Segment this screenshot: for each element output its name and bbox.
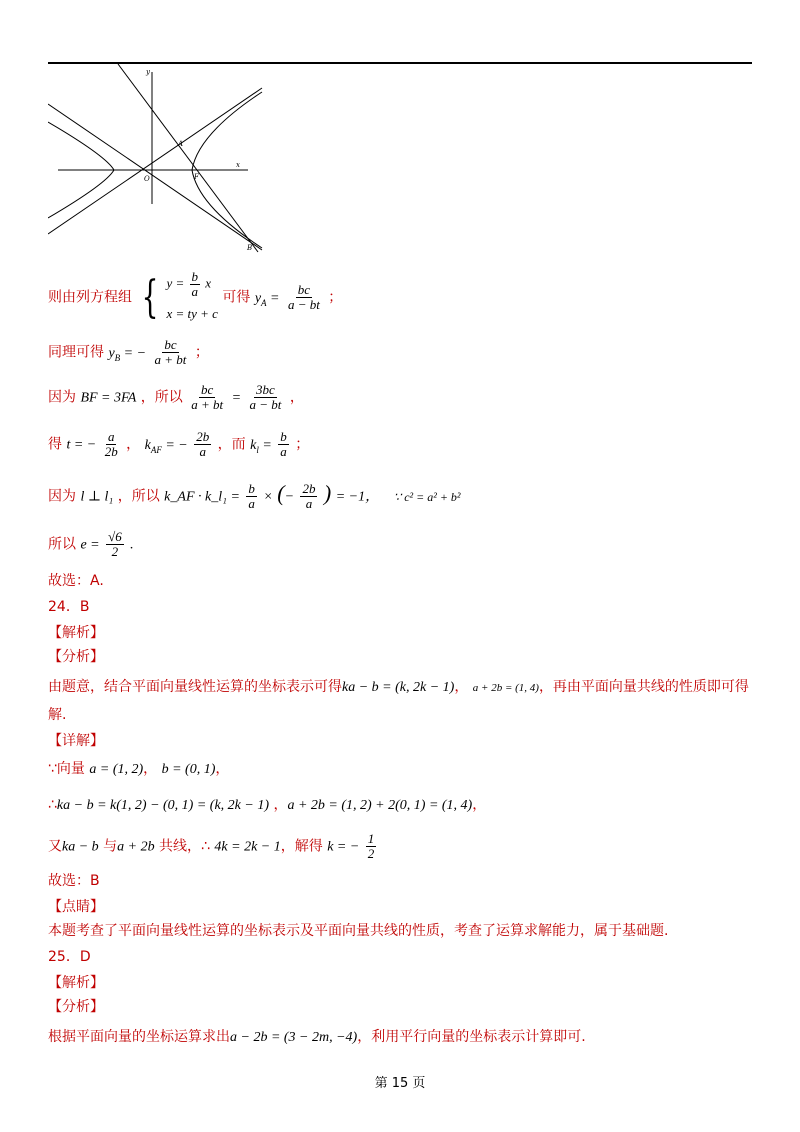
label-x: x xyxy=(236,161,240,169)
analysis-tag: 【解析】 xyxy=(48,625,104,641)
line-compute: ∴ka − b = k(1, 2) − (0, 1) = (k, 2k − 1) ，a + 2b = (1, 2) + 2(0, 1) = (1, 4)， xyxy=(48,797,487,813)
line-eccentricity: 所以 e = $\frac{√6}{2}$ . xyxy=(48,529,134,559)
hyperbola-figure xyxy=(48,64,268,254)
fenxi-tag: 【分析】 xyxy=(48,649,104,665)
comment-text: 本题考查了平面向量线性运算的坐标表示及平面向量共线的性质，考查了运算求解能力，属于基础题. xyxy=(48,923,669,939)
question-24-header: 24．B xyxy=(48,599,90,615)
equation-system: { y = $\frac{b}{a}$ x x = ty + c xyxy=(142,269,218,323)
line-vectors: ∵向量 a = (1, 2)， b = (0, 1)， xyxy=(48,761,230,777)
brace: { xyxy=(142,271,159,323)
answer-23: 故选：A. xyxy=(48,573,104,589)
label-B: B xyxy=(247,244,253,252)
analysis-tag-2: 【解析】 xyxy=(48,975,104,991)
text-jie: 解. xyxy=(48,707,67,723)
line-collinear: 又ka − b 与a + 2b 共线，∴ 4k = 2k − 1，解得 k = − $\frac{1}{2}$ xyxy=(48,831,375,861)
label-O: O xyxy=(144,175,150,183)
line-perpendicular: 因为 l ⊥ l₁ ，所以 k_AF · k_l₁ = $\frac{b}{a}$ × (− $\frac{2b}{a}$ ) = −1， ∵ c² = a² + b² xyxy=(48,480,461,511)
line-analysis: 由题意，结合平面向量线性运算的坐标表示可得ka − b = (k, 2k − 1)， a + 2b = (1, 4)，再由平面向量共线的性质即可得 xyxy=(48,679,749,695)
line-yB: 同理可得 $y_B$ = − $\frac{bc}{a + bt}$ ； xyxy=(48,337,209,367)
line-vector-ratio: 因为 BF = 3FA ，所以 $\frac{bc}{a + bt}$ = $\frac{3bc}{a - bt}$ ， xyxy=(48,382,304,412)
line-l xyxy=(118,64,258,252)
comment-tag: 【点睛】 xyxy=(48,899,104,915)
label-F: F xyxy=(194,173,199,181)
label-A: A xyxy=(178,140,184,148)
page-number: 第 15 页 xyxy=(374,1076,426,1091)
label-y: y xyxy=(146,68,150,76)
text: 则由列方程组 xyxy=(48,289,132,306)
line-slopes: 得 t = − $\frac{a}{2b}$ ， $k_{AF}$ = − $\frac{2b}{a}$ ，而 $k_l$ = $\frac{b}{a}$ ； xyxy=(48,429,310,459)
fraction: $\frac{bc}{a - bt}$ xyxy=(287,282,320,312)
line-q25-analysis: 根据平面向量的坐标运算求出a − 2b = (3 − 2m, −4)，利用平行向量的坐标表示计算即可. xyxy=(48,1029,586,1045)
asymptote-1 xyxy=(48,88,262,234)
answer-24: 故选：B xyxy=(48,873,100,889)
asymptote-2 xyxy=(48,104,262,250)
question-25-header: 25．D xyxy=(48,949,91,965)
line-system: 则由列方程组 { y = $\frac{b}{a}$ x x = ty + c 可得 $y_A$ = $\frac{bc}{a - bt}$ ； xyxy=(48,270,752,325)
text: 可得 xyxy=(222,289,251,306)
detail-tag: 【详解】 xyxy=(48,733,104,749)
fenxi-tag-2: 【分析】 xyxy=(48,999,104,1015)
